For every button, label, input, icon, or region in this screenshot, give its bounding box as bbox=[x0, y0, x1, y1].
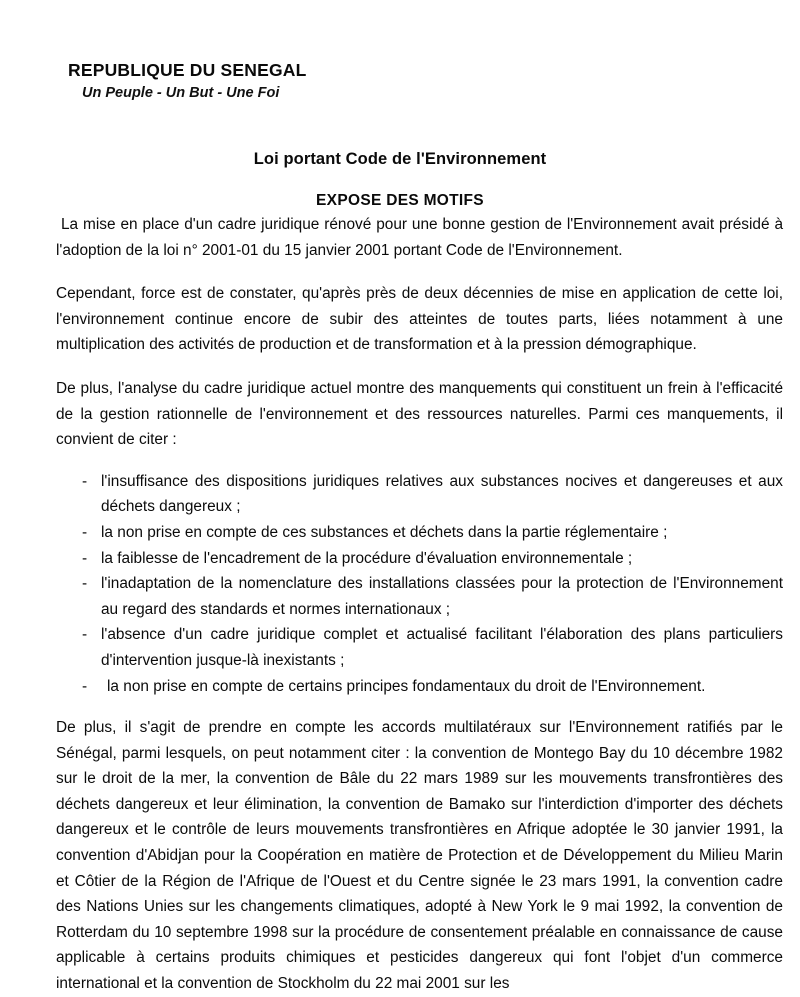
paragraph-4: De plus, il s'agit de prendre en compte les accords multilatéraux sur l'Environnement ratifiés par le Sénégal, parmi lesquels, on peut notamment citer : la convention de Montego Bay du 10 décembre 1982 sur le droit de la mer, la convention de Bâle du 22 mars 1989 sur les mouvements transfrontières des déchets dangereux et leur élimination, la convention de Bamako sur l'interdiction d'importer des déchets dangereux et le contrôle de leurs mouvements transfrontières en Afrique adoptée le 30 janvier 1991, la convention d'Abidjan pour la Coopération en matière de Protection et de Développement du Milieu Marin et Côtier de la Région de l'Afrique de l'Ouest et du Centre signée le 23 mars 1991, la convention cadre des Nations Unies sur les changements climatiques, adopté à New York le 9 mai 1992, la convention de Rotterdam du 10 septembre 1998 sur la procédure de consentement préalable en connaissance de cause applicable à certains produits chimiques et pesticides dangereux qui font l'objet d'un commerce international et la convention de Stockholm du 22 mai 2001 sur les bbox=[56, 719, 783, 993]
list-item-text: l'absence d'un cadre juridique complet et actualisé facilitant l'élaboration des plans particuliers d'intervention jusque-là inexistants ; bbox=[101, 626, 783, 669]
list-item-text: l'inadaptation de la nomenclature des installations classées pour la protection de l'Environnement au regard des standards et normes internationaux ; bbox=[101, 575, 783, 618]
hyphen-bullet-icon: - bbox=[82, 677, 88, 695]
national-motto: Un Peuple - Un But - Une Foi bbox=[82, 85, 280, 102]
list-item-text: la non prise en compte de certains principes fondamentaux du droit de l'Environnement. bbox=[107, 677, 706, 695]
paragraph-3: De plus, l'analyse du cadre juridique actuel montre des manquements qui constituent un frein à l'efficacité de la gestion rationnelle de l'environnement et des ressources naturelles. Parmi ces manquements, il convient de citer : bbox=[56, 379, 783, 449]
document-body bbox=[56, 212, 783, 997]
paragraph-1: La mise en place d'un cadre juridique rénové pour une bonne gestion de l'Environnement avait présidé à l'adoption de la loi n° 2001-01 du 15 janvier 2001 portant Code de l'Environnement. bbox=[56, 216, 783, 259]
list-item-text: la faiblesse de l'encadrement de la procédure d'évaluation environnementale ; bbox=[101, 549, 633, 567]
list-item bbox=[56, 546, 783, 572]
hyphen-bullet-icon: - bbox=[82, 549, 88, 567]
list-item bbox=[56, 469, 783, 520]
list-item bbox=[56, 520, 783, 546]
document-title: Loi portant Code de l'Environnement bbox=[253, 150, 547, 168]
hyphen-bullet-icon: - bbox=[82, 626, 88, 644]
country-name: REPUBLIQUE DU SENEGAL bbox=[68, 60, 307, 80]
hyphen-bullet-icon: - bbox=[82, 575, 88, 593]
paragraph-2: Cependant, force est de constater, qu'après près de deux décennies de mise en application de cette loi, l'environnement continue encore de subir des atteintes de toutes parts, liées notamment à une multiplication des activités de production et de transformation et à la pression démographique. bbox=[56, 285, 783, 354]
letterhead bbox=[68, 60, 488, 103]
list-item bbox=[56, 622, 783, 673]
section-heading-expose-des-motifs: EXPOSE DES MOTIFS bbox=[316, 192, 484, 209]
shortcomings-list bbox=[56, 469, 783, 699]
hyphen-bullet-icon: - bbox=[82, 523, 88, 541]
list-item bbox=[56, 674, 783, 700]
list-item-text: l'insuffisance des dispositions juridiques relatives aux substances nocives et dangereuses et aux déchets dangereux ; bbox=[101, 472, 783, 516]
list-item-text: la non prise en compte de ces substances et déchets dans la partie réglementaire ; bbox=[101, 523, 668, 541]
hyphen-bullet-icon: - bbox=[82, 472, 88, 490]
list-item bbox=[56, 571, 783, 622]
